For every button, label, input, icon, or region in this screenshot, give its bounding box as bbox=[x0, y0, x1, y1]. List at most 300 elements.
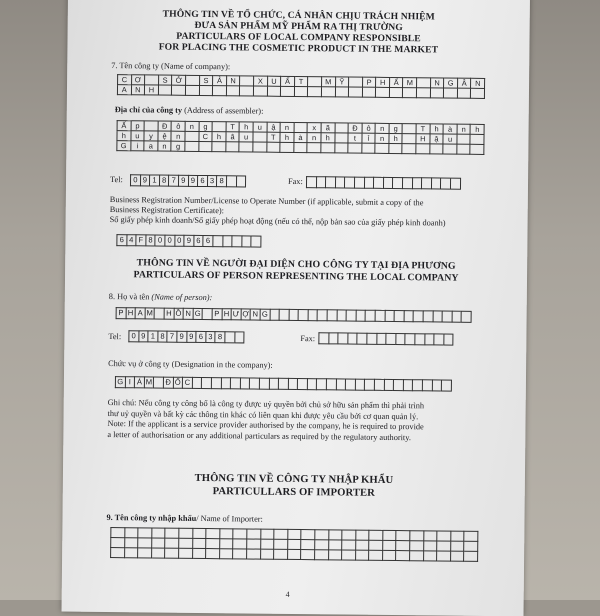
grid-cell[interactable]: ô bbox=[171, 121, 185, 131]
grid-cell[interactable]: T bbox=[266, 132, 280, 142]
grid-cell[interactable] bbox=[165, 538, 179, 548]
grid-cell[interactable]: Đ bbox=[348, 123, 362, 133]
char-cell[interactable] bbox=[383, 177, 393, 189]
char-cell[interactable] bbox=[335, 176, 345, 188]
grid-cell[interactable]: Ẩ bbox=[389, 77, 403, 87]
grid-cell[interactable]: g bbox=[171, 141, 185, 151]
grid-cell[interactable] bbox=[355, 540, 369, 550]
char-cell[interactable]: 9 bbox=[186, 331, 196, 343]
char-cell[interactable]: 9 bbox=[178, 175, 188, 187]
char-cell[interactable]: G bbox=[192, 308, 202, 320]
grid-cell[interactable] bbox=[376, 87, 390, 97]
grid-cell[interactable] bbox=[382, 550, 396, 560]
grid-cell[interactable] bbox=[369, 530, 383, 540]
char-cell[interactable]: 9 bbox=[184, 235, 194, 247]
char-cell[interactable] bbox=[226, 175, 236, 187]
char-cell[interactable]: Á bbox=[134, 376, 144, 388]
char-cell[interactable] bbox=[355, 379, 365, 391]
char-cell[interactable] bbox=[297, 378, 307, 390]
grid-cell[interactable]: g bbox=[389, 123, 403, 133]
char-cell[interactable] bbox=[384, 310, 394, 322]
char-cell[interactable]: H bbox=[221, 308, 231, 320]
char-cell[interactable]: 8 bbox=[157, 331, 167, 343]
grid-cell[interactable]: Ở bbox=[172, 75, 186, 85]
grid-cell[interactable] bbox=[437, 531, 451, 541]
char-cell[interactable]: 8 bbox=[215, 331, 225, 343]
grid-cell[interactable] bbox=[355, 530, 369, 540]
grid-cell[interactable] bbox=[342, 540, 356, 550]
char-cell[interactable] bbox=[220, 377, 230, 389]
grid-cell[interactable]: ô bbox=[362, 123, 376, 133]
grid-cell[interactable]: x bbox=[307, 123, 321, 133]
char-cell[interactable] bbox=[394, 310, 404, 322]
char-cell[interactable]: 8 bbox=[159, 175, 169, 187]
char-cell[interactable] bbox=[450, 178, 461, 190]
grid-cell[interactable]: à bbox=[294, 132, 308, 142]
char-cell[interactable]: 3 bbox=[207, 175, 217, 187]
char-cell[interactable] bbox=[154, 307, 164, 319]
grid-cell[interactable] bbox=[260, 529, 274, 539]
grid-cell[interactable]: u bbox=[253, 122, 267, 132]
char-cell[interactable] bbox=[316, 378, 326, 390]
grid-cell[interactable] bbox=[206, 529, 220, 539]
grid-cell[interactable] bbox=[349, 77, 363, 87]
char-cell[interactable] bbox=[222, 235, 232, 247]
grid-cell[interactable] bbox=[451, 531, 465, 541]
grid-cell[interactable]: a bbox=[144, 141, 158, 151]
grid-cell[interactable] bbox=[375, 143, 389, 153]
grid-cell[interactable]: u bbox=[443, 134, 457, 144]
grid-cell[interactable]: ã bbox=[321, 123, 335, 133]
char-cell[interactable] bbox=[318, 332, 328, 344]
char-cell[interactable]: N bbox=[183, 308, 193, 320]
grid-cell[interactable]: n bbox=[375, 123, 389, 133]
char-cell[interactable] bbox=[440, 177, 450, 189]
grid-cell[interactable]: H bbox=[376, 77, 390, 87]
grid-cell[interactable] bbox=[416, 144, 430, 154]
grid-cell[interactable] bbox=[151, 548, 165, 558]
grid-cell[interactable] bbox=[342, 550, 356, 560]
grid-cell[interactable] bbox=[396, 531, 410, 541]
grid-cell[interactable] bbox=[212, 142, 226, 152]
grid-cell[interactable]: n bbox=[375, 133, 389, 143]
char-cell[interactable]: P bbox=[212, 308, 222, 320]
grid-cell[interactable] bbox=[145, 75, 159, 85]
grid-cell[interactable]: N bbox=[226, 76, 240, 86]
grid-cell[interactable]: Ả bbox=[213, 76, 227, 86]
grid-cell[interactable]: h bbox=[389, 133, 403, 143]
grid-cell[interactable]: S bbox=[158, 75, 172, 85]
char-cell[interactable] bbox=[431, 177, 441, 189]
char-cell[interactable] bbox=[212, 235, 222, 247]
char-cell[interactable]: M bbox=[144, 376, 154, 388]
grid-cell[interactable] bbox=[362, 87, 376, 97]
grid-cell[interactable] bbox=[334, 143, 348, 153]
grid-cell[interactable] bbox=[383, 540, 397, 550]
grid-cell[interactable] bbox=[328, 550, 342, 560]
grid-cell[interactable]: N bbox=[430, 78, 444, 88]
char-cell[interactable]: 8 bbox=[216, 175, 226, 187]
grid-cell[interactable] bbox=[301, 530, 315, 540]
char-cell[interactable] bbox=[202, 308, 212, 320]
char-cell[interactable]: 9 bbox=[140, 174, 150, 186]
grid-cell[interactable] bbox=[369, 540, 383, 550]
grid-cell[interactable] bbox=[402, 134, 416, 144]
char-cell[interactable]: 3 bbox=[205, 331, 215, 343]
grid-cell[interactable] bbox=[192, 538, 206, 548]
grid-cell[interactable] bbox=[470, 134, 484, 144]
grid-cell[interactable] bbox=[179, 538, 193, 548]
grid-cell[interactable] bbox=[206, 549, 220, 559]
grid-cell[interactable] bbox=[321, 143, 335, 153]
grid-cell[interactable]: n bbox=[171, 131, 185, 141]
char-cell[interactable] bbox=[230, 377, 240, 389]
company-name-grid[interactable] bbox=[117, 74, 485, 99]
grid-cell[interactable] bbox=[335, 123, 349, 133]
grid-cell[interactable]: T bbox=[294, 76, 308, 86]
grid-cell[interactable] bbox=[124, 538, 138, 548]
grid-cell[interactable] bbox=[138, 528, 152, 538]
char-cell[interactable] bbox=[249, 378, 259, 390]
grid-cell[interactable] bbox=[334, 133, 348, 143]
char-cell[interactable] bbox=[364, 177, 374, 189]
grid-cell[interactable]: t bbox=[348, 133, 362, 143]
grid-cell[interactable] bbox=[328, 540, 342, 550]
char-cell[interactable] bbox=[316, 176, 326, 188]
grid-cell[interactable] bbox=[111, 538, 125, 548]
grid-cell[interactable] bbox=[342, 530, 356, 540]
char-cell[interactable] bbox=[298, 309, 308, 321]
grid-cell[interactable] bbox=[186, 75, 200, 85]
grid-cell[interactable] bbox=[362, 143, 376, 153]
grid-cell[interactable]: h bbox=[117, 131, 131, 141]
grid-cell[interactable] bbox=[239, 142, 253, 152]
grid-cell[interactable] bbox=[165, 548, 179, 558]
char-cell[interactable] bbox=[357, 333, 367, 345]
grid-cell[interactable] bbox=[226, 86, 240, 96]
grid-cell[interactable]: ỉ bbox=[362, 133, 376, 143]
char-cell[interactable] bbox=[422, 379, 432, 391]
grid-cell[interactable] bbox=[111, 528, 125, 538]
grid-cell[interactable] bbox=[124, 528, 138, 538]
person-name-field[interactable] bbox=[116, 307, 472, 323]
char-cell[interactable]: 7 bbox=[168, 175, 178, 187]
grid-cell[interactable] bbox=[287, 539, 301, 549]
char-cell[interactable] bbox=[374, 379, 384, 391]
grid-cell[interactable]: â bbox=[226, 132, 240, 142]
grid-cell[interactable] bbox=[151, 538, 165, 548]
char-cell[interactable] bbox=[224, 331, 234, 343]
grid-cell[interactable] bbox=[240, 76, 254, 86]
char-cell[interactable] bbox=[365, 310, 375, 322]
char-cell[interactable]: 1 bbox=[148, 330, 158, 342]
grid-cell[interactable] bbox=[437, 551, 451, 561]
char-cell[interactable] bbox=[211, 377, 221, 389]
grid-cell[interactable]: n bbox=[158, 141, 172, 151]
grid-cell[interactable]: h bbox=[239, 122, 253, 132]
grid-cell[interactable]: Ỹ bbox=[335, 77, 349, 87]
grid-cell[interactable] bbox=[349, 87, 363, 97]
grid-cell[interactable] bbox=[294, 142, 308, 152]
grid-cell[interactable] bbox=[383, 530, 397, 540]
grid-cell[interactable] bbox=[260, 539, 274, 549]
char-cell[interactable]: P bbox=[116, 307, 126, 319]
grid-cell[interactable] bbox=[443, 144, 457, 154]
grid-cell[interactable]: i bbox=[130, 141, 144, 151]
grid-cell[interactable] bbox=[192, 548, 206, 558]
fax-field[interactable] bbox=[306, 176, 461, 190]
char-cell[interactable]: 4 bbox=[126, 234, 136, 246]
char-cell[interactable] bbox=[421, 177, 431, 189]
char-cell[interactable] bbox=[317, 309, 327, 321]
grid-cell[interactable]: C bbox=[199, 131, 213, 141]
grid-cell[interactable] bbox=[152, 528, 166, 538]
char-cell[interactable] bbox=[288, 378, 298, 390]
grid-cell[interactable] bbox=[165, 528, 179, 538]
tel-field-2[interactable] bbox=[128, 330, 244, 343]
grid-cell[interactable]: Â bbox=[457, 78, 471, 88]
char-cell[interactable]: N bbox=[250, 309, 260, 321]
grid-cell[interactable] bbox=[111, 548, 125, 558]
char-cell[interactable]: 7 bbox=[167, 331, 177, 343]
grid-cell[interactable] bbox=[403, 124, 417, 134]
char-cell[interactable] bbox=[424, 333, 434, 345]
grid-cell[interactable] bbox=[274, 529, 288, 539]
char-cell[interactable]: H bbox=[125, 307, 135, 319]
char-cell[interactable] bbox=[153, 376, 163, 388]
char-cell[interactable] bbox=[355, 310, 365, 322]
char-cell[interactable] bbox=[364, 379, 374, 391]
grid-cell[interactable] bbox=[348, 143, 362, 153]
char-cell[interactable] bbox=[234, 331, 245, 343]
char-cell[interactable]: Ư bbox=[231, 308, 241, 320]
grid-cell[interactable]: Ấ bbox=[117, 121, 131, 131]
grid-cell[interactable] bbox=[457, 134, 471, 144]
char-cell[interactable] bbox=[461, 311, 472, 323]
grid-cell[interactable] bbox=[416, 88, 430, 98]
importer-name-grid[interactable] bbox=[110, 527, 478, 562]
char-cell[interactable]: M bbox=[144, 307, 154, 319]
char-cell[interactable] bbox=[413, 310, 423, 322]
grid-cell[interactable] bbox=[437, 541, 451, 551]
grid-cell[interactable]: Ơ bbox=[131, 75, 145, 85]
grid-cell[interactable]: ệ bbox=[158, 131, 172, 141]
company-address-grid[interactable] bbox=[116, 120, 484, 155]
grid-cell[interactable] bbox=[288, 529, 302, 539]
grid-cell[interactable] bbox=[240, 86, 254, 96]
grid-cell[interactable] bbox=[158, 85, 172, 95]
char-cell[interactable] bbox=[431, 379, 441, 391]
grid-cell[interactable] bbox=[226, 142, 240, 152]
char-cell[interactable] bbox=[240, 377, 250, 389]
grid-cell[interactable] bbox=[355, 550, 369, 560]
grid-cell[interactable]: S bbox=[199, 75, 213, 85]
char-cell[interactable]: 9 bbox=[188, 175, 198, 187]
grid-cell[interactable] bbox=[464, 551, 478, 561]
char-cell[interactable] bbox=[393, 379, 403, 391]
grid-cell[interactable] bbox=[198, 141, 212, 151]
char-cell[interactable] bbox=[288, 309, 298, 321]
grid-cell[interactable] bbox=[138, 538, 152, 548]
char-cell[interactable]: 6 bbox=[193, 235, 203, 247]
grid-cell[interactable] bbox=[253, 86, 267, 96]
grid-cell[interactable]: h bbox=[470, 124, 484, 134]
grid-cell[interactable] bbox=[179, 528, 193, 538]
char-cell[interactable] bbox=[442, 311, 452, 323]
char-cell[interactable] bbox=[328, 332, 338, 344]
grid-cell[interactable] bbox=[464, 541, 478, 551]
char-cell[interactable] bbox=[405, 333, 415, 345]
grid-cell[interactable] bbox=[369, 550, 383, 560]
grid-cell[interactable]: n bbox=[457, 124, 471, 134]
grid-cell[interactable]: M bbox=[321, 77, 335, 87]
char-cell[interactable] bbox=[412, 379, 422, 391]
grid-cell[interactable] bbox=[389, 87, 403, 97]
char-cell[interactable]: Ồ bbox=[173, 308, 183, 320]
grid-cell[interactable] bbox=[144, 121, 158, 131]
char-cell[interactable] bbox=[443, 334, 454, 346]
char-cell[interactable] bbox=[344, 176, 354, 188]
char-cell[interactable]: G bbox=[115, 376, 125, 388]
grid-cell[interactable]: G bbox=[444, 78, 458, 88]
grid-cell[interactable] bbox=[185, 141, 199, 151]
grid-cell[interactable]: ậ bbox=[267, 122, 281, 132]
grid-cell[interactable] bbox=[247, 539, 261, 549]
char-cell[interactable]: 8 bbox=[145, 234, 155, 246]
char-cell[interactable]: 6 bbox=[195, 331, 205, 343]
char-cell[interactable]: 9 bbox=[176, 331, 186, 343]
char-cell[interactable] bbox=[395, 333, 405, 345]
grid-cell[interactable] bbox=[138, 548, 152, 558]
grid-cell[interactable] bbox=[294, 122, 308, 132]
char-cell[interactable] bbox=[433, 333, 443, 345]
grid-cell[interactable] bbox=[185, 85, 199, 95]
grid-cell[interactable]: G bbox=[117, 141, 131, 151]
char-cell[interactable] bbox=[192, 377, 202, 389]
grid-cell[interactable]: U bbox=[267, 76, 281, 86]
char-cell[interactable] bbox=[423, 310, 433, 322]
grid-cell[interactable] bbox=[274, 539, 288, 549]
char-cell[interactable]: 0 bbox=[128, 330, 138, 342]
char-cell[interactable] bbox=[402, 177, 412, 189]
grid-cell[interactable] bbox=[403, 88, 417, 98]
char-cell[interactable] bbox=[336, 309, 346, 321]
grid-cell[interactable] bbox=[260, 549, 274, 559]
char-cell[interactable] bbox=[307, 378, 317, 390]
char-cell[interactable] bbox=[451, 311, 461, 323]
char-cell[interactable] bbox=[279, 309, 289, 321]
char-cell[interactable] bbox=[354, 177, 364, 189]
grid-cell[interactable] bbox=[212, 122, 226, 132]
char-cell[interactable]: F bbox=[136, 234, 146, 246]
grid-cell[interactable] bbox=[423, 551, 437, 561]
grid-cell[interactable]: u bbox=[239, 132, 253, 142]
grid-cell[interactable] bbox=[457, 144, 471, 154]
grid-cell[interactable] bbox=[294, 86, 308, 96]
grid-cell[interactable]: Ấ bbox=[281, 76, 295, 86]
char-cell[interactable] bbox=[441, 380, 452, 392]
grid-cell[interactable] bbox=[185, 131, 199, 141]
char-cell[interactable] bbox=[414, 333, 424, 345]
char-cell[interactable] bbox=[326, 378, 336, 390]
grid-cell[interactable] bbox=[213, 86, 227, 96]
char-cell[interactable] bbox=[268, 378, 278, 390]
grid-cell[interactable] bbox=[321, 87, 335, 97]
grid-cell[interactable]: n bbox=[185, 121, 199, 131]
grid-cell[interactable] bbox=[307, 143, 321, 153]
char-cell[interactable] bbox=[236, 175, 247, 187]
grid-cell[interactable] bbox=[430, 88, 444, 98]
char-cell[interactable] bbox=[241, 235, 251, 247]
grid-cell[interactable]: X bbox=[253, 76, 267, 86]
grid-cell[interactable] bbox=[192, 528, 206, 538]
grid-cell[interactable] bbox=[172, 85, 186, 95]
grid-cell[interactable] bbox=[410, 541, 424, 551]
grid-cell[interactable]: n bbox=[280, 122, 294, 132]
grid-cell[interactable] bbox=[450, 551, 464, 561]
grid-cell[interactable]: y bbox=[144, 131, 158, 141]
grid-cell[interactable] bbox=[402, 144, 416, 154]
grid-cell[interactable]: H bbox=[145, 85, 159, 95]
char-cell[interactable] bbox=[383, 379, 393, 391]
char-cell[interactable]: 6 bbox=[203, 235, 213, 247]
tel-field[interactable] bbox=[130, 174, 246, 187]
grid-cell[interactable] bbox=[280, 142, 294, 152]
char-cell[interactable]: 0 bbox=[155, 235, 165, 247]
grid-cell[interactable]: p bbox=[131, 121, 145, 131]
char-cell[interactable]: Ợ bbox=[240, 308, 250, 320]
grid-cell[interactable] bbox=[199, 85, 213, 95]
grid-cell[interactable]: h bbox=[321, 133, 335, 143]
char-cell[interactable]: 6 bbox=[116, 234, 126, 246]
grid-cell[interactable] bbox=[314, 550, 328, 560]
grid-cell[interactable] bbox=[328, 530, 342, 540]
grid-cell[interactable] bbox=[281, 86, 295, 96]
grid-cell[interactable]: T bbox=[226, 122, 240, 132]
char-cell[interactable] bbox=[278, 378, 288, 390]
char-cell[interactable] bbox=[345, 379, 355, 391]
grid-cell[interactable]: N bbox=[131, 85, 145, 95]
char-cell[interactable]: A bbox=[135, 307, 145, 319]
grid-cell[interactable] bbox=[464, 531, 478, 541]
grid-cell[interactable] bbox=[410, 551, 424, 561]
grid-cell[interactable]: P bbox=[362, 77, 376, 87]
grid-cell[interactable] bbox=[219, 549, 233, 559]
grid-cell[interactable] bbox=[287, 549, 301, 559]
grid-cell[interactable] bbox=[266, 142, 280, 152]
designation-field[interactable] bbox=[115, 376, 452, 392]
grid-cell[interactable] bbox=[267, 86, 281, 96]
char-cell[interactable]: 0 bbox=[130, 174, 140, 186]
grid-cell[interactable] bbox=[206, 539, 220, 549]
grid-cell[interactable] bbox=[219, 539, 233, 549]
char-cell[interactable]: 6 bbox=[197, 175, 207, 187]
grid-cell[interactable] bbox=[335, 87, 349, 97]
grid-cell[interactable] bbox=[389, 143, 403, 153]
grid-cell[interactable] bbox=[247, 549, 261, 559]
grid-cell[interactable] bbox=[470, 144, 484, 154]
grid-cell[interactable] bbox=[451, 541, 465, 551]
char-cell[interactable]: Ố bbox=[172, 377, 182, 389]
char-cell[interactable] bbox=[373, 177, 383, 189]
char-cell[interactable] bbox=[251, 236, 262, 248]
registration-number-field[interactable] bbox=[116, 234, 261, 248]
char-cell[interactable] bbox=[307, 309, 317, 321]
char-cell[interactable] bbox=[306, 176, 316, 188]
grid-cell[interactable] bbox=[429, 144, 443, 154]
grid-cell[interactable] bbox=[396, 551, 410, 561]
char-cell[interactable] bbox=[346, 310, 356, 322]
